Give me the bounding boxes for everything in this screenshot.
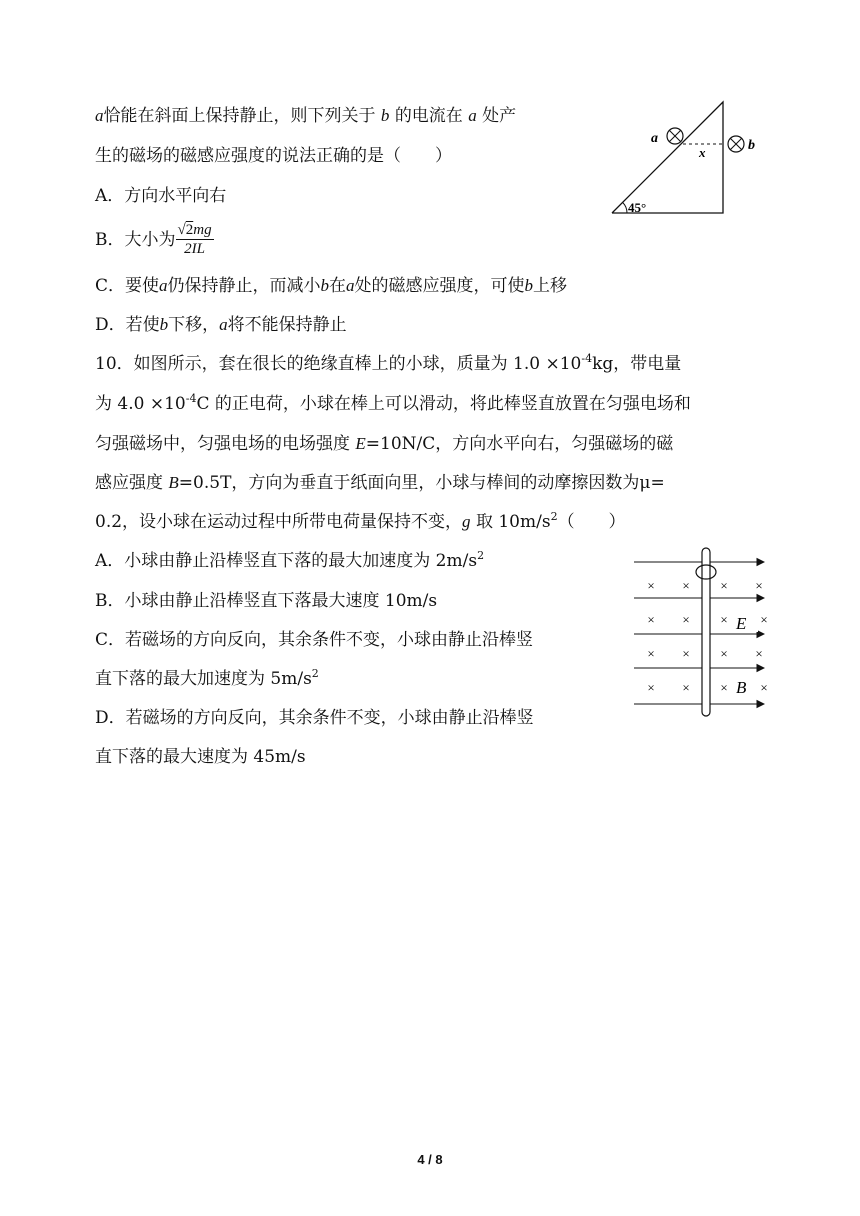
wire-b-label: b bbox=[748, 138, 755, 153]
q10-option-a: A．小球由静止沿棒竖直下落的最大加速度为 $2m/s^2$ bbox=[95, 549, 485, 571]
insulating-rod bbox=[702, 548, 710, 716]
magnetic-cross-mark: × bbox=[720, 680, 728, 695]
q10-stem-line-4: 感应强度 B=0.5T，方向为垂直于纸面向里，小球与棒间的动摩擦因数为μ= bbox=[95, 473, 665, 493]
magnetic-cross-mark: × bbox=[682, 578, 690, 593]
incline-figure bbox=[605, 95, 775, 220]
fraction: $\frac{√2mg}{2IL}$ bbox=[177, 222, 212, 257]
q10-option-d-line-1: D．若磁场的方向反向，其余条件不变，小球由静止沿棒竖 bbox=[95, 708, 534, 728]
q9-option-b: B．大小为 $\frac{√2mg}{2IL}$ bbox=[95, 222, 212, 257]
q9-option-a: A．方向水平向右 bbox=[95, 186, 227, 206]
q10-stem-line-5: 0.2，设小球在运动过程中所带电荷量保持不变，g 取 $10m/s^2$（ ） bbox=[95, 510, 626, 532]
magnetic-cross-mark: × bbox=[682, 646, 690, 661]
magnetic-cross-mark: × bbox=[682, 680, 690, 695]
magnetic-cross-mark: × bbox=[760, 612, 768, 627]
magnetic-cross-mark: × bbox=[720, 646, 728, 661]
magnetic-cross-mark: × bbox=[755, 578, 763, 593]
q9-option-c: C．要使a仍保持静止，而减小b在a处的磁感应强度，可使b上移 bbox=[95, 276, 568, 296]
var-a: a bbox=[95, 106, 104, 125]
q10-option-d-line-2: 直下落的最大速度为 45m/s bbox=[95, 747, 306, 767]
magnetic-cross-mark: × bbox=[760, 680, 768, 695]
var-b: b bbox=[380, 106, 390, 125]
field-E-label: E bbox=[736, 614, 747, 633]
q9-stem-line-2: 生的磁场的磁感应强度的说法正确的是（ ） bbox=[95, 146, 452, 166]
page-number: 4 / 8 bbox=[417, 1152, 443, 1167]
wire-a-label: a bbox=[651, 131, 658, 146]
magnetic-cross-mark: × bbox=[647, 578, 655, 593]
magnetic-cross-mark: × bbox=[720, 578, 728, 593]
magnetic-cross-mark: × bbox=[647, 646, 655, 661]
magnetic-cross-mark: × bbox=[647, 680, 655, 695]
q9-stem-line-1: a恰能在斜面上保持静止，则下列关于 b 的电流在 a 处产 bbox=[95, 106, 517, 126]
distance-label: x bbox=[699, 145, 706, 160]
angle-label: 45° bbox=[628, 200, 647, 215]
angle-arc bbox=[623, 202, 627, 213]
var-a: a bbox=[468, 106, 477, 125]
q10-stem-line-1: 10．如图所示，套在很长的绝缘直棒上的小球，质量为 $1.0 \times 10^{-4}kg$，带电量 bbox=[95, 352, 682, 374]
wire-a-icon bbox=[667, 128, 683, 144]
magnetic-cross-mark: × bbox=[755, 646, 763, 661]
field-B-label: B bbox=[736, 678, 747, 697]
field-figure bbox=[628, 540, 773, 720]
incline-triangle bbox=[612, 102, 723, 213]
q10-option-c-line-2: 直下落的最大加速度为 $5m/s^2$ bbox=[95, 667, 319, 689]
q10-option-c-line-1: C．若磁场的方向反向，其余条件不变，小球由静止沿棒竖 bbox=[95, 630, 534, 650]
wire-b-icon bbox=[728, 136, 744, 152]
q10-stem-line-3: 匀强磁场中，匀强电场的电场强度 E=10N/C，方向水平向右，匀强磁场的磁 bbox=[95, 434, 674, 454]
q10-stem-line-2: 为 $4.0 \times 10^{-4}C$ 的正电荷，小球在棒上可以滑动，将此棒竖直放置在匀强电场和 bbox=[95, 392, 691, 414]
magnetic-cross-mark: × bbox=[647, 612, 655, 627]
q9-option-d: D．若使b下移，a将不能保持静止 bbox=[95, 315, 347, 335]
q10-option-b: B．小球由静止沿棒竖直下落最大速度 10m/s bbox=[95, 591, 438, 611]
magnetic-cross-mark: × bbox=[720, 612, 728, 627]
magnetic-cross-mark: × bbox=[682, 612, 690, 627]
